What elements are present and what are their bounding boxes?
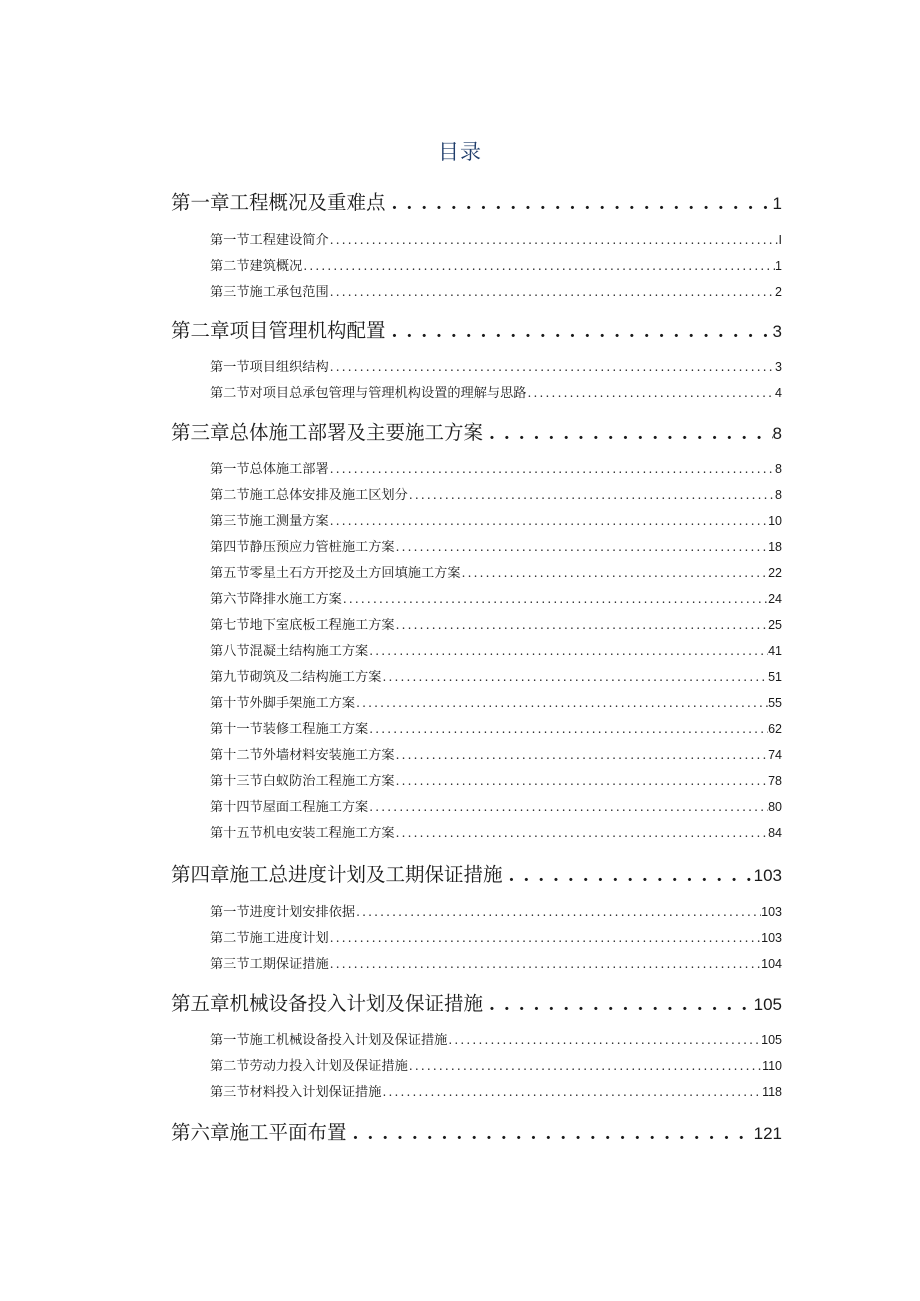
page-number: 8 [775, 462, 782, 476]
dot-leader [395, 826, 768, 840]
section-title: 第三节材料投入计划保证措施 [210, 1085, 382, 1100]
dot-leader [395, 618, 768, 632]
dot-leader [483, 995, 754, 1015]
page-number: 84 [768, 826, 782, 840]
page-number: 3 [772, 322, 782, 341]
page-number: 51 [768, 670, 782, 684]
toc-chapter-5[interactable] [171, 988, 782, 1018]
toc-section-1-1[interactable] [210, 229, 782, 251]
page-number: 103 [761, 931, 782, 945]
dot-leader [483, 424, 773, 444]
section-title: 第二节施工总体安排及施工区划分 [210, 488, 408, 503]
dot-leader [368, 644, 768, 658]
section-title: 第五节零星土石方开挖及土方回填施工方案 [210, 566, 461, 581]
page-number: 41 [768, 644, 782, 658]
chapter-title: 第四章施工总进度计划及工期保证措施 [171, 863, 503, 886]
page-number: 2 [775, 285, 782, 299]
toc-section-3-4[interactable] [210, 536, 782, 558]
section-title: 第一节工程建设简介 [210, 233, 329, 248]
toc-section-5-1[interactable] [210, 1029, 782, 1051]
section-title: 第一节进度计划安排依据 [210, 905, 356, 920]
dot-leader [527, 386, 776, 400]
section-title: 第六节降排水施工方案 [210, 592, 342, 607]
section-title: 第一节施工机械设备投入计划及保证措施 [210, 1033, 448, 1048]
chapter-title: 第二章项目管理机构配置 [171, 319, 386, 342]
page-number: 22 [768, 566, 782, 580]
section-title: 第三节施工测量方案 [210, 514, 329, 529]
toc-section-2-1[interactable] [210, 356, 782, 378]
section-title: 第四节静压预应力管桩施工方案 [210, 540, 395, 555]
toc-section-3-1[interactable] [210, 458, 782, 480]
dot-leader [329, 285, 775, 299]
section-title: 第三节施工承包范围 [210, 285, 329, 300]
toc-section-3-13[interactable] [210, 770, 782, 792]
dot-leader [447, 1033, 761, 1047]
dot-leader [395, 540, 768, 554]
toc-section-3-12[interactable] [210, 744, 782, 766]
page-number: 121 [753, 1124, 782, 1143]
page-number: 74 [768, 748, 782, 762]
dot-leader [381, 670, 768, 684]
toc-chapter-2[interactable] [171, 315, 782, 345]
section-title: 第一节总体施工部署 [210, 462, 329, 477]
chapter-title: 第一章工程概况及重难点 [171, 191, 386, 214]
toc-section-3-14[interactable] [210, 796, 782, 818]
section-title: 第十四节屋面工程施工方案 [210, 800, 369, 815]
dot-leader [408, 488, 775, 502]
dot-leader [408, 1059, 762, 1073]
toc-section-3-7[interactable] [210, 614, 782, 636]
chapter-title: 第五章机械设备投入计划及保证措施 [171, 992, 484, 1015]
dot-leader [342, 592, 768, 606]
page-number: 104 [761, 957, 782, 971]
section-title: 第十节外脚手架施工方案 [210, 696, 356, 711]
toc-section-3-15[interactable] [210, 822, 782, 844]
page-number: 1 [775, 259, 782, 273]
dot-leader [329, 514, 768, 528]
page-number: 18 [768, 540, 782, 554]
toc-title: 目录 [438, 140, 482, 164]
section-title: 第十五节机电安装工程施工方案 [210, 826, 395, 841]
page-number: 105 [753, 995, 782, 1014]
dot-leader [355, 905, 761, 919]
toc-section-5-3[interactable] [210, 1081, 782, 1103]
toc-section-4-1[interactable] [210, 901, 782, 923]
section-title: 第七节地下室底板工程施工方案 [210, 618, 395, 633]
toc-section-3-11[interactable] [210, 718, 782, 740]
dot-leader [329, 957, 761, 971]
page-number: 8 [775, 488, 782, 502]
dot-leader [329, 360, 775, 374]
section-title: 第十三节白蚁防治工程施工方案 [210, 774, 395, 789]
toc-section-3-6[interactable] [210, 588, 782, 610]
dot-leader [329, 233, 779, 247]
toc-section-3-10[interactable] [210, 692, 782, 714]
toc-section-3-9[interactable] [210, 666, 782, 688]
chapter-title: 第三章总体施工部署及主要施工方案 [171, 421, 484, 444]
toc-chapter-4[interactable] [171, 859, 782, 889]
section-title: 第二节施工进度计划 [210, 931, 329, 946]
page-number: 1 [772, 194, 782, 213]
toc-section-4-3[interactable] [210, 953, 782, 975]
page-number: 55 [768, 696, 782, 710]
toc-section-3-2[interactable] [210, 484, 782, 506]
page-number: 110 [762, 1059, 782, 1073]
page-number: 103 [761, 905, 782, 919]
chapter-title: 第六章施工平面布置 [171, 1121, 347, 1144]
page-number: 8 [772, 424, 782, 443]
page-number: 118 [762, 1085, 782, 1099]
toc-chapter-6[interactable] [171, 1117, 782, 1147]
section-title: 第三节工期保证措施 [210, 957, 329, 972]
dot-leader [347, 1124, 754, 1144]
toc-section-1-3[interactable] [210, 281, 782, 303]
dot-leader [368, 722, 768, 736]
dot-leader [395, 748, 768, 762]
section-title: 第十一节装修工程施工方案 [210, 722, 369, 737]
dot-leader [386, 194, 773, 214]
section-title: 第一节项目组织结构 [210, 360, 329, 375]
toc-section-3-3[interactable] [210, 510, 782, 532]
page-number: 105 [761, 1033, 782, 1047]
section-title: 第八节混凝土结构施工方案 [210, 644, 369, 659]
section-title: 第十二节外墙材料安装施工方案 [210, 748, 395, 763]
dot-leader [302, 259, 775, 273]
toc-section-1-2[interactable] [210, 255, 782, 277]
dot-leader [368, 800, 768, 814]
page-number: I [778, 233, 782, 247]
dot-leader [386, 322, 773, 342]
section-title: 第二节对项目总承包管理与管理机构设置的理解与思路 [210, 386, 527, 401]
section-title: 第二节劳动力投入计划及保证措施 [210, 1059, 408, 1074]
dot-leader [329, 462, 775, 476]
toc-chapter-1[interactable] [171, 187, 782, 217]
toc-section-2-2[interactable] [210, 382, 782, 404]
page-number: 25 [768, 618, 782, 632]
page-number: 4 [775, 386, 782, 400]
section-title: 第九节砌筑及二结构施工方案 [210, 670, 382, 685]
page-number: 3 [775, 360, 782, 374]
page-number: 103 [753, 866, 782, 885]
dot-leader [503, 866, 754, 886]
toc-section-3-5[interactable] [210, 562, 782, 584]
toc-section-5-2[interactable] [210, 1055, 782, 1077]
page-number: 24 [768, 592, 782, 606]
toc-chapter-3[interactable] [171, 417, 782, 447]
dot-leader [329, 931, 761, 945]
page-number: 78 [768, 774, 782, 788]
toc-section-4-2[interactable] [210, 927, 782, 949]
section-title: 第二节建筑概况 [210, 259, 303, 274]
dot-leader [381, 1085, 762, 1099]
toc-section-3-8[interactable] [210, 640, 782, 662]
page-number: 80 [768, 800, 782, 814]
dot-leader [461, 566, 769, 580]
dot-leader [395, 774, 768, 788]
page-number: 62 [768, 722, 782, 736]
dot-leader [355, 696, 768, 710]
page-number: 10 [768, 514, 782, 528]
